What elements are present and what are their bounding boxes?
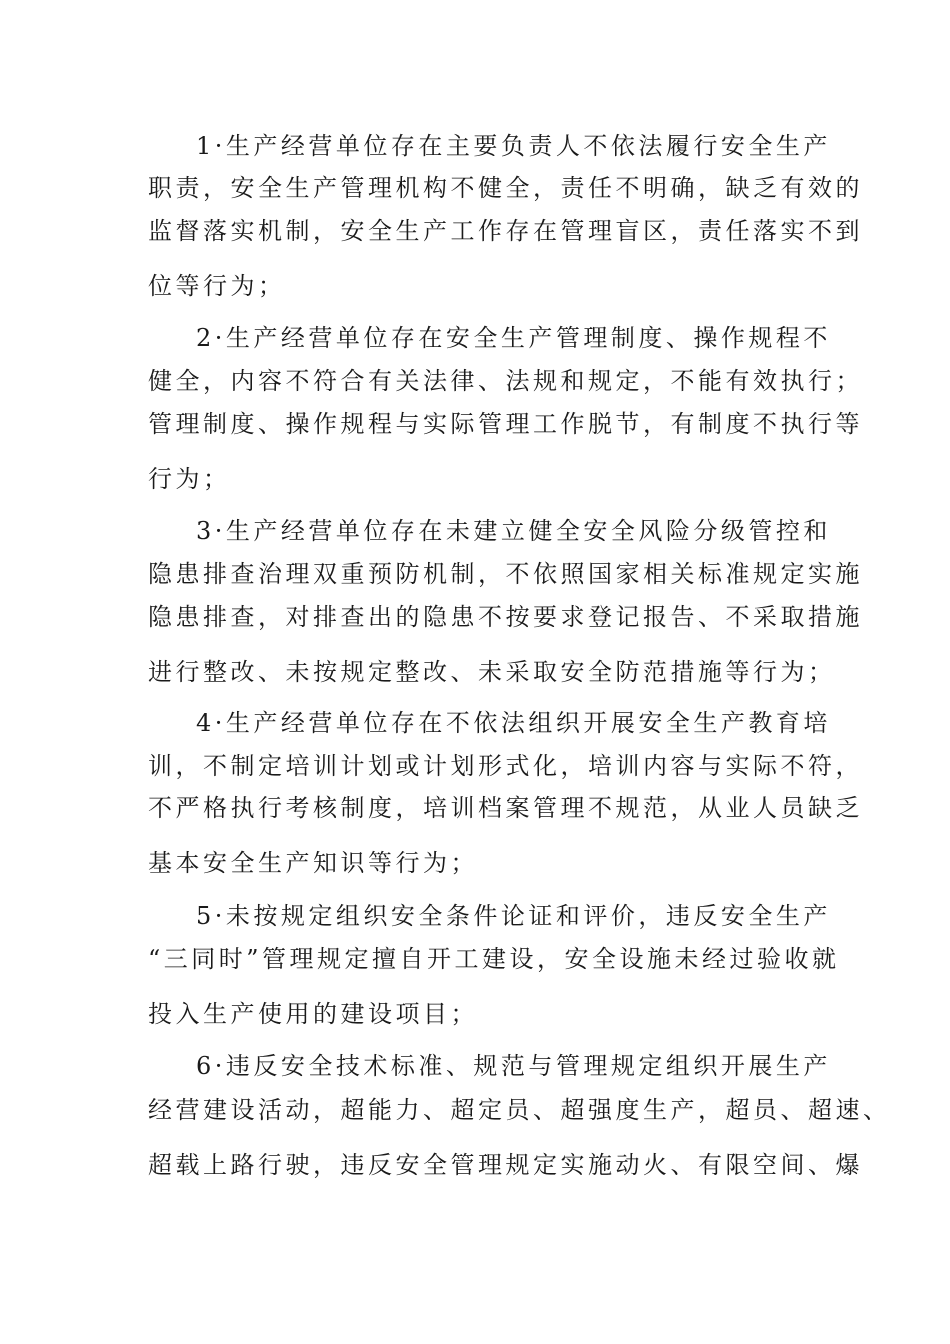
paragraph-1-line-1: 1·生产经营单位存在主要负责人不依法履行安全生产 (196, 132, 831, 160)
paragraph-2-line-3: 管理制度、操作规程与实际管理工作脱节，有制度不执行等 (148, 410, 863, 438)
paragraph-1-line-3: 监督落实机制，安全生产工作存在管理盲区，责任落实不到 (148, 217, 863, 245)
paragraph-6-line-1: 6·违反安全技术标准、规范与管理规定组织开展生产 (196, 1052, 831, 1080)
paragraph-5-line-2: “三同时”管理规定擅自开工建设，安全设施未经过验收就 (148, 945, 840, 973)
paragraph-4-line-1: 4·生产经营单位存在不依法组织开展安全生产教育培 (196, 709, 831, 737)
paragraph-5-line-3: 投入生产使用的建设项目； (148, 1000, 478, 1028)
paragraph-2-line-1: 2·生产经营单位存在安全生产管理制度、操作规程不 (196, 324, 831, 352)
paragraph-3-line-4: 进行整改、未按规定整改、未采取安全防范措施等行为； (148, 658, 836, 686)
paragraph-5-line-1: 5·未按规定组织安全条件论证和评价，违反安全生产 (196, 902, 831, 930)
paragraph-4-line-4: 基本安全生产知识等行为； (148, 849, 478, 877)
paragraph-4-line-2: 训，不制定培训计划或计划形式化，培训内容与实际不符， (148, 752, 863, 780)
paragraph-1-line-4: 位等行为； (148, 272, 286, 300)
paragraph-2-line-4: 行为； (148, 465, 231, 493)
paragraph-3-line-1: 3·生产经营单位存在未建立健全安全风险分级管控和 (196, 517, 831, 545)
paragraph-4-line-3: 不严格执行考核制度，培训档案管理不规范，从业人员缺乏 (148, 794, 863, 822)
paragraph-3-line-2: 隐患排查治理双重预防机制，不依照国家相关标准规定实施 (148, 560, 863, 588)
paragraph-6-line-2: 经营建设活动，超能力、超定员、超强度生产，超员、超速、 (148, 1096, 891, 1124)
paragraph-6-line-3: 超载上路行驶，违反安全管理规定实施动火、有限空间、爆 (148, 1151, 863, 1179)
paragraph-2-line-2: 健全，内容不符合有关法律、法规和规定，不能有效执行； (148, 367, 863, 395)
paragraph-1-line-2: 职责，安全生产管理机构不健全，责任不明确，缺乏有效的 (148, 174, 863, 202)
paragraph-3-line-3: 隐患排查，对排查出的隐患不按要求登记报告、不采取措施 (148, 603, 863, 631)
